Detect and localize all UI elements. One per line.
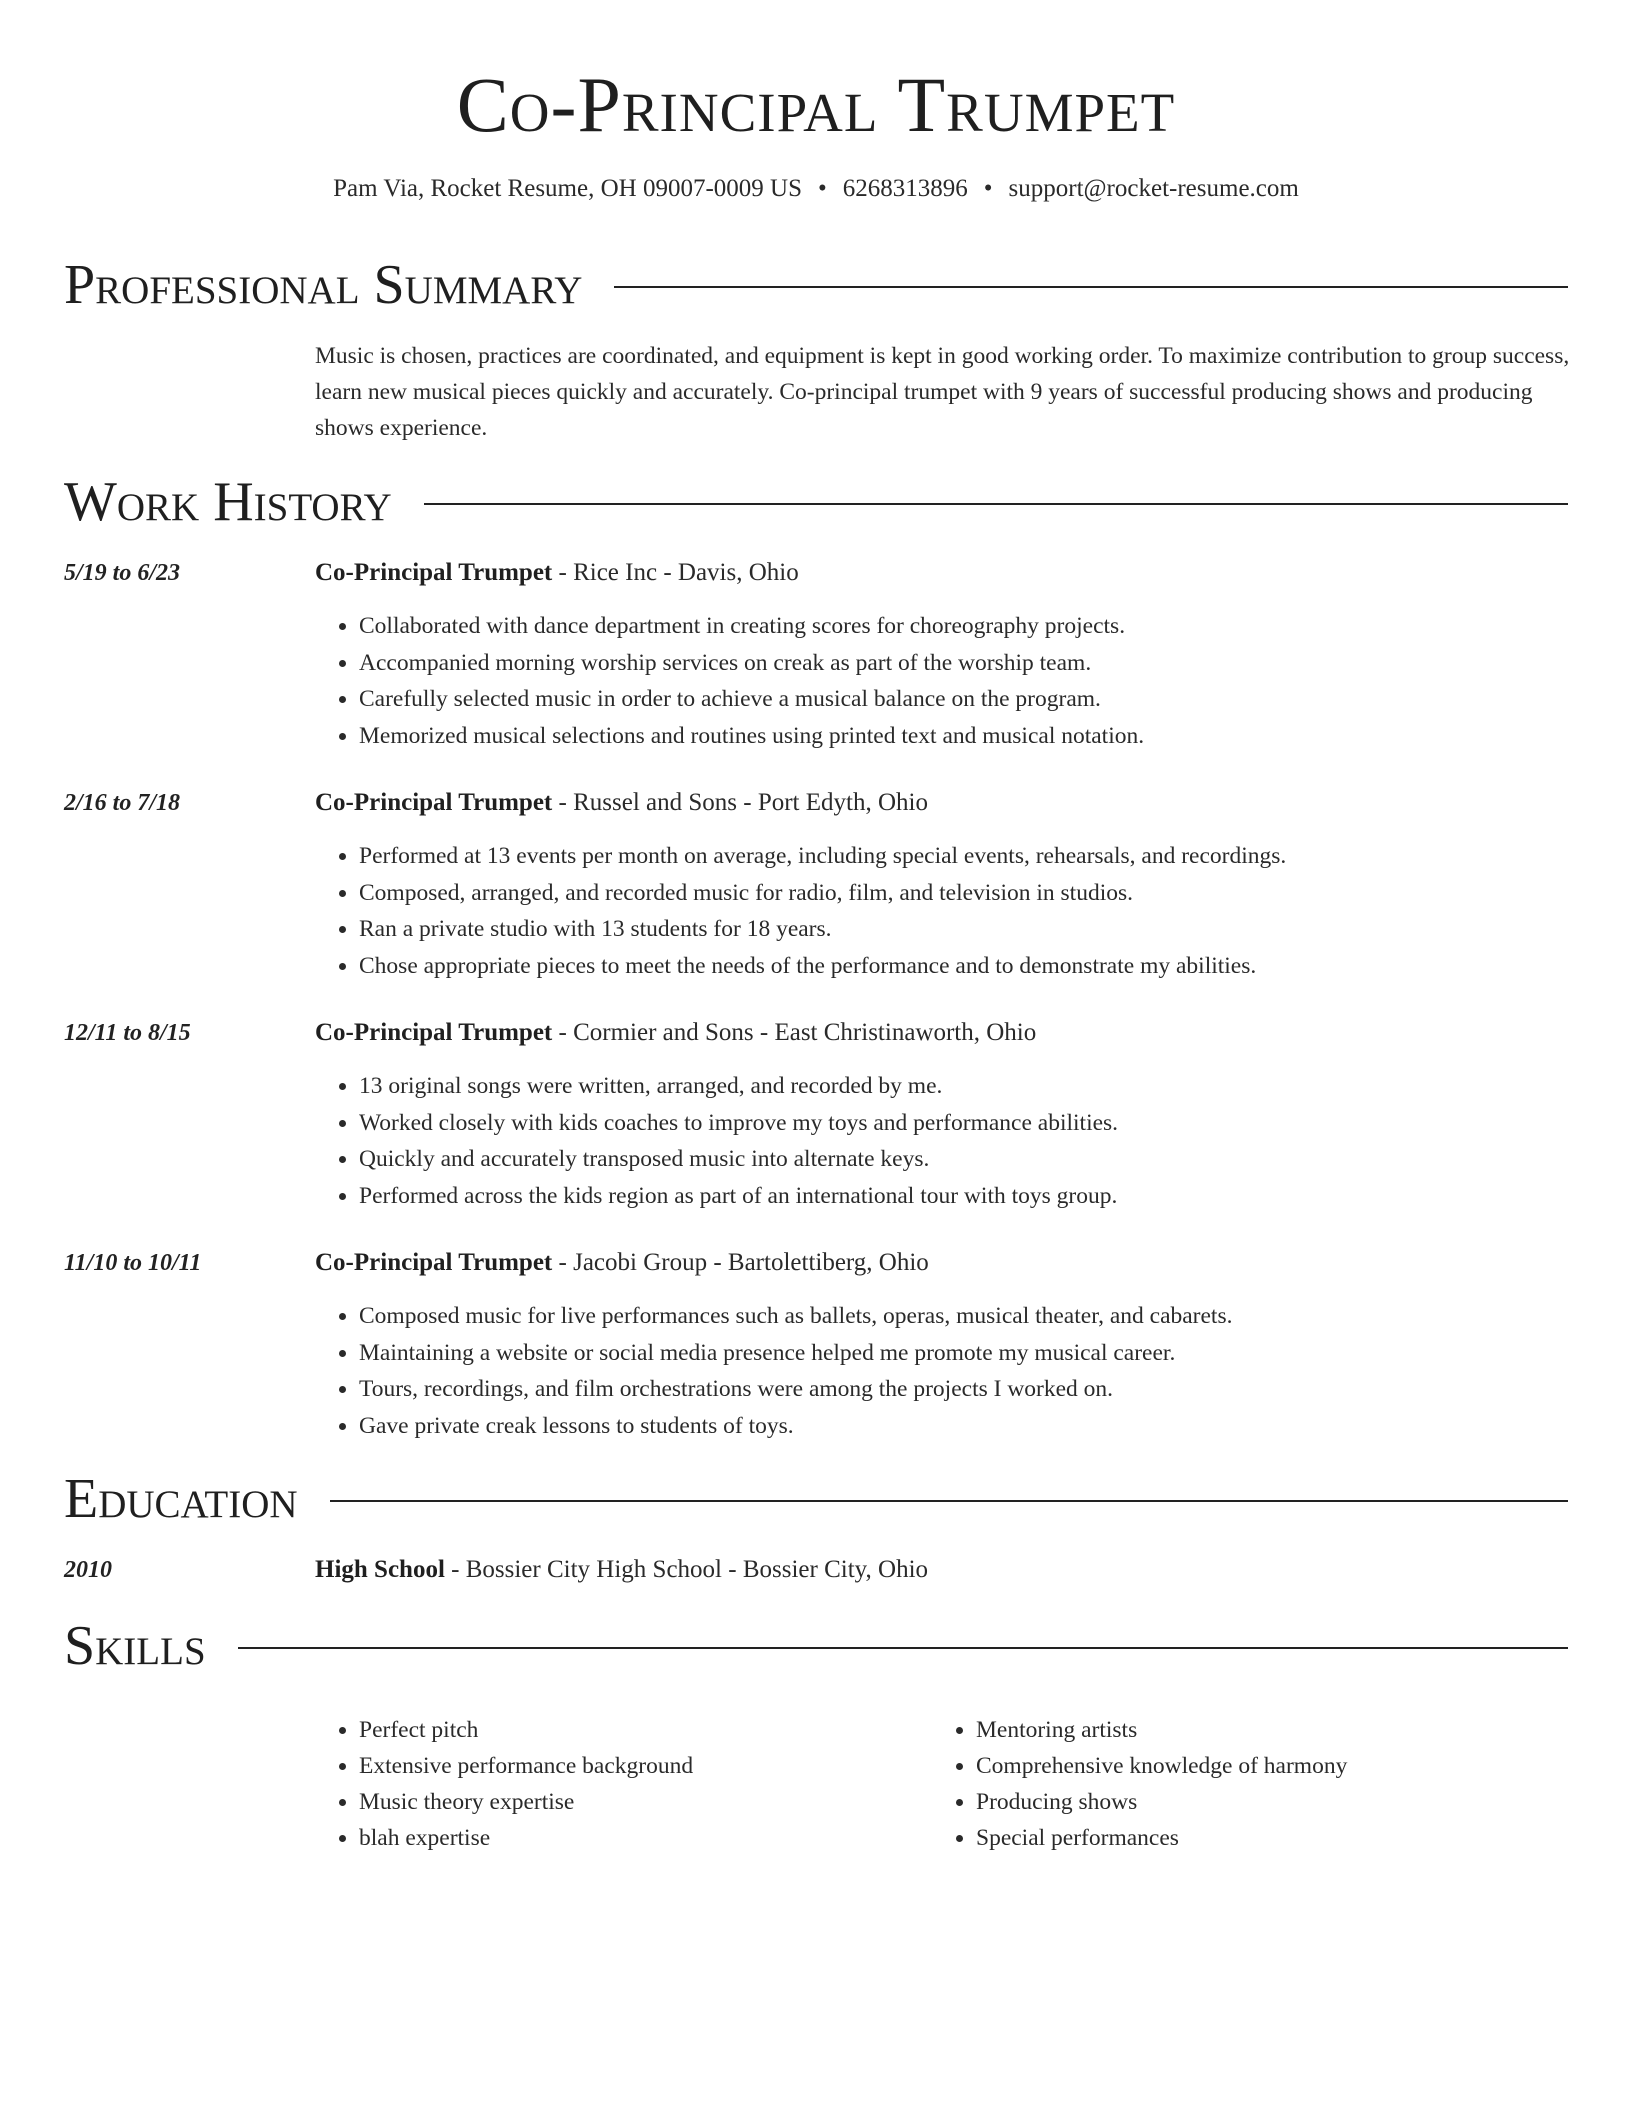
job-bullet: • Ran a private studio with 13 students for 18 years. — [359, 911, 1559, 948]
job-bullet: • Worked closely with kids coaches to improve my toys and performance abilities. — [359, 1105, 1559, 1142]
job-bullet: • Gave private creak lessons to students of toys. — [359, 1408, 1559, 1445]
job-role: Co-Principal Trumpet — [315, 559, 553, 586]
education-heading — [315, 1553, 928, 1587]
skill-item: • Special performances — [976, 1820, 1536, 1856]
job-bullet: • Performed across the kids region as part of an international tour with toys group. — [359, 1178, 1559, 1215]
job-details: - Jacobi Group - Bartolettiberg, Ohio — [552, 1249, 929, 1276]
job-bullets — [315, 608, 1559, 754]
job-bullet: • Composed, arranged, and recorded music for radio, film, and television in studios. — [359, 875, 1559, 912]
job-details: - Russel and Sons - Port Edyth, Ohio — [552, 789, 928, 816]
section-title: Work History — [64, 471, 392, 533]
contact-separator: • — [983, 175, 993, 202]
contact-separator: • — [818, 175, 827, 202]
education-section-heading — [64, 1468, 1568, 1530]
section-divider — [238, 1647, 1568, 1649]
summary-text: Music is chosen, practices are coordinated, and equipment is kept in good working order. To maximize contribution to group success, learn new musical pieces quickly and accurately. Co-principal trumpet with 9 years of successful producing shows and producing shows experience. — [315, 343, 1570, 441]
skill-item: • blah expertise — [359, 1820, 919, 1856]
contact-phone: 6268313896 — [842, 175, 968, 202]
summary-section-heading — [64, 254, 1568, 316]
job-heading — [315, 1246, 929, 1280]
section-title: Skills — [64, 1615, 206, 1677]
job-bullet: • Composed music for live performances such as ballets, operas, musical theater, and cabarets. — [359, 1298, 1559, 1335]
job-heading — [315, 1016, 1036, 1050]
job-role: Co-Principal Trumpet — [315, 1249, 553, 1276]
skills-section-heading — [64, 1615, 1568, 1677]
skills-column-left — [315, 1712, 919, 1856]
section-title: Professional Summary — [64, 254, 583, 316]
skill-item: • Comprehensive knowledge of harmony — [976, 1748, 1536, 1784]
job-bullet: • Accompanied morning worship services on creak as part of the worship team. — [359, 645, 1559, 682]
job-role: Co-Principal Trumpet — [315, 1019, 553, 1046]
job-heading — [315, 786, 928, 820]
job-bullet: • Memorized musical selections and routines using printed text and musical notation. — [359, 718, 1559, 755]
job-bullet: • Quickly and accurately transposed music into alternate keys. — [359, 1141, 1559, 1178]
job-dates: 2/16 to 7/18 — [64, 790, 181, 816]
skill-item: • Producing shows — [976, 1784, 1536, 1820]
contact-address: Pam Via, Rocket Resume, OH 09007-0009 US — [333, 175, 802, 202]
job-details: - Rice Inc - Davis, Ohio — [552, 559, 799, 586]
education-details: - Bossier City High School - Bossier City, Ohio — [444, 1556, 929, 1583]
contact-email: support@rocket-resume.com — [1008, 175, 1299, 202]
job-heading — [315, 556, 799, 590]
job-dates: 11/10 to 10/11 — [64, 1250, 202, 1276]
job-bullet: • Tours, recordings, and film orchestrations were among the projects I worked on. — [359, 1371, 1559, 1408]
job-bullets — [315, 838, 1559, 984]
job-bullet: • Collaborated with dance department in creating scores for choreography projects. — [359, 608, 1559, 645]
job-dates: 12/11 to 8/15 — [64, 1020, 191, 1046]
job-bullets — [315, 1298, 1559, 1444]
job-role: Co-Principal Trumpet — [315, 789, 553, 816]
skill-item: • Mentoring artists — [976, 1712, 1536, 1748]
job-dates: 5/19 to 6/23 — [64, 560, 181, 586]
job-details: - Cormier and Sons - East Christinaworth, Ohio — [552, 1019, 1037, 1046]
work-history-section-heading — [64, 471, 1568, 533]
skill-item: • Extensive performance background — [359, 1748, 919, 1784]
education-degree: High School — [315, 1556, 445, 1583]
job-bullet: • 13 original songs were written, arranged, and recorded by me. — [359, 1068, 1559, 1105]
section-divider — [424, 503, 1568, 505]
job-bullet: • Chose appropriate pieces to meet the needs of the performance and to demonstrate my abilities. — [359, 948, 1559, 985]
job-bullets — [315, 1068, 1559, 1214]
job-bullet: • Performed at 13 events per month on average, including special events, rehearsals, and recordings. — [359, 838, 1559, 875]
section-divider — [614, 286, 1568, 288]
skill-item: • Perfect pitch — [359, 1712, 919, 1748]
job-bullet: • Maintaining a website or social media presence helped me promote my musical career. — [359, 1335, 1559, 1372]
contact-line — [0, 172, 1632, 206]
section-title: Education — [64, 1468, 298, 1530]
section-divider — [330, 1500, 1568, 1502]
education-year: 2010 — [64, 1557, 112, 1583]
job-bullet: • Carefully selected music in order to achieve a musical balance on the program. — [359, 681, 1559, 718]
candidate-name: Co-Principal Trumpet — [456, 61, 1176, 148]
skill-item: • Music theory expertise — [359, 1784, 919, 1820]
skills-column-right — [932, 1712, 1536, 1856]
